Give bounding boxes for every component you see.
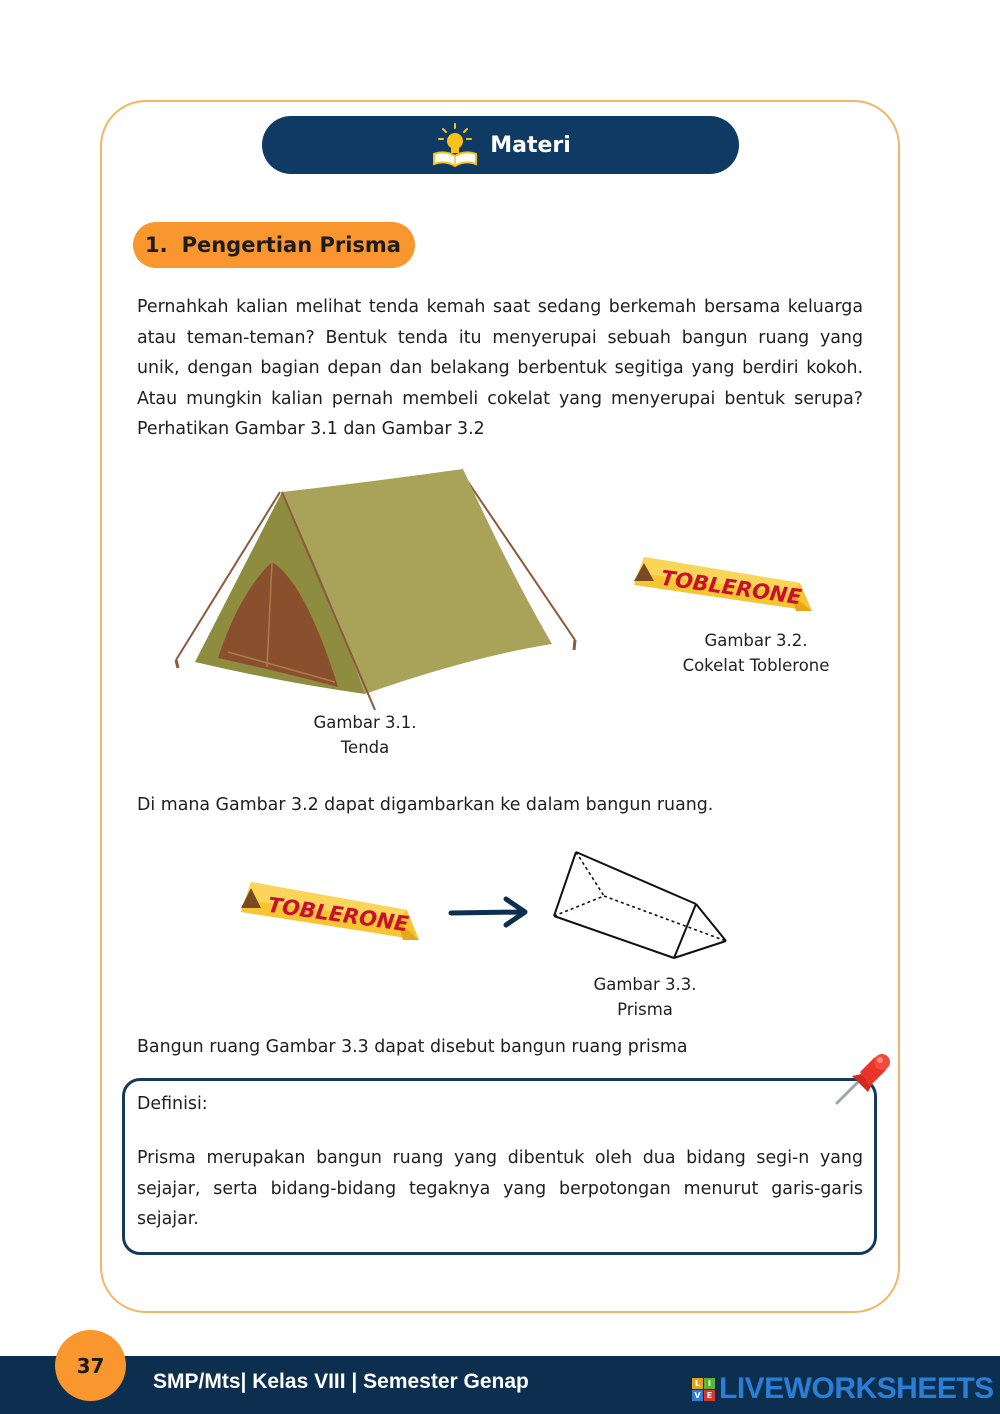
tent-caption-label: Tenda <box>340 738 390 757</box>
toblerone-caption-number: Gambar 3.2. <box>704 631 808 650</box>
page-number: 37 <box>55 1330 126 1401</box>
paragraph-3: Bangun ruang Gambar 3.3 dapat disebut bangun ruang prisma <box>137 1037 688 1057</box>
logo-letter-l: L <box>692 1378 703 1389</box>
section-title: Pengertian Prisma <box>181 233 401 257</box>
prism-caption-label: Prisma <box>617 1000 673 1019</box>
section-number: 1. <box>145 233 168 257</box>
materi-title: Materi <box>490 132 571 158</box>
logo-letter-e: E <box>704 1390 715 1401</box>
materi-banner <box>262 116 739 174</box>
tent-image <box>170 462 585 712</box>
arrow-right-icon <box>448 895 530 929</box>
intro-paragraph: Pernahkah kalian melihat tenda kemah saat sedang berkemah bersama keluarga atau teman-teman? Bentuk tenda itu menyerupai sebuah bangun ruang yang unik, dengan bagian depan dan belakang berbentuk segitiga yang berdiri kokoh. Atau mungkin kalian pernah membeli cokelat yang menyerupai bentuk serupa? Perhatikan Gambar 3.1 dan Gambar 3.2 <box>137 297 863 439</box>
pushpin-icon <box>832 1050 894 1108</box>
definition-label: Definisi: <box>137 1094 208 1114</box>
liveworksheets-logo <box>692 1372 994 1406</box>
liveworksheets-logo-icon <box>692 1378 715 1401</box>
prism-caption-number: Gambar 3.3. <box>593 975 697 994</box>
prism-diagram <box>548 848 730 960</box>
toblerone-caption-label: Cokelat Toblerone <box>682 656 830 675</box>
toblerone-brand-2: TOBLERONE <box>266 892 411 937</box>
toblerone-image-2 <box>237 878 422 944</box>
tent-caption <box>290 710 440 760</box>
footer-text: SMP/Mts| Kelas VIII | Semester Genap <box>153 1370 529 1393</box>
prism-caption <box>570 972 720 1022</box>
tent-caption-number: Gambar 3.1. <box>313 713 417 732</box>
section-heading <box>133 222 415 268</box>
lightbulb-book-icon <box>430 120 480 170</box>
logo-letter-v: V <box>692 1390 703 1401</box>
toblerone-brand: TOBLERONE <box>659 565 804 610</box>
definition-text: Prisma merupakan bangun ruang yang dibentuk oleh dua bidang segi-n yang sejajar, serta bidang-bidang tegaknya yang berpotongan menurut garis-garis sejajar. <box>137 1148 863 1229</box>
toblerone-caption <box>667 628 845 678</box>
logo-text: LIVEWORKSHEETS <box>719 1372 994 1405</box>
toblerone-image <box>630 553 815 615</box>
paragraph-2: Di mana Gambar 3.2 dapat digambarkan ke dalam bangun ruang. <box>137 795 714 815</box>
logo-letter-i: I <box>704 1378 715 1389</box>
